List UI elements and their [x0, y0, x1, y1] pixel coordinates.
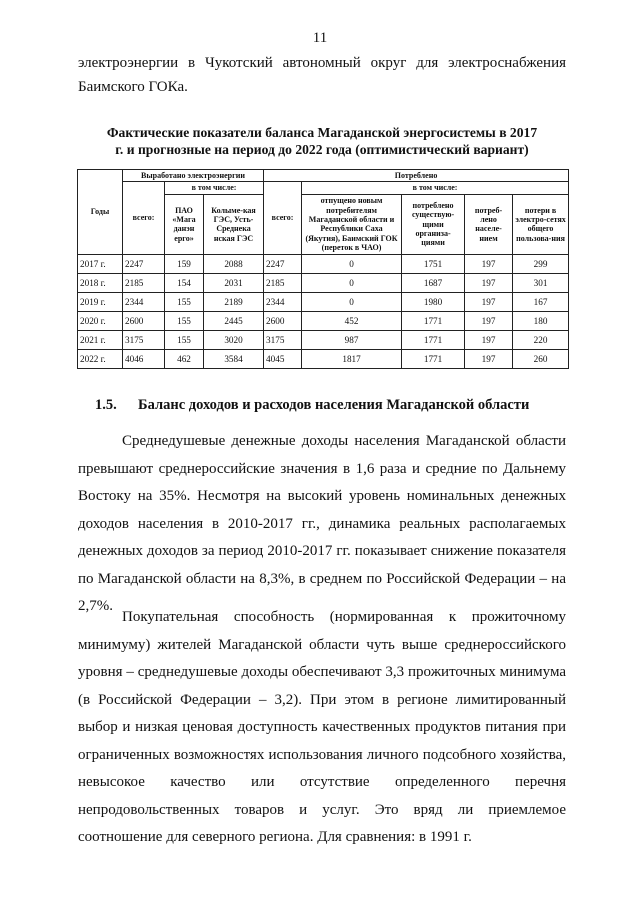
- cell-population: 197: [465, 349, 513, 368]
- table-row: [78, 273, 569, 292]
- cell-population: 197: [465, 254, 513, 273]
- cell-year: 2017 г.: [78, 254, 123, 273]
- cell-pao: 159: [165, 254, 204, 273]
- cell-existing: 1980: [402, 292, 465, 311]
- cell-pao: 462: [165, 349, 204, 368]
- header-consumed-incl: в том числе:: [302, 182, 569, 194]
- cell-pao: 155: [165, 330, 204, 349]
- cell-consumed-total: 2185: [264, 273, 302, 292]
- cell-population: 197: [465, 273, 513, 292]
- table-row: [78, 349, 569, 368]
- section-heading: Баланс доходов и расходов населения Магаданской области: [138, 397, 530, 413]
- cell-released: 0: [302, 273, 402, 292]
- page-number: 11: [312, 30, 328, 46]
- section-number: 1.5.: [95, 397, 117, 413]
- cell-released: 0: [302, 292, 402, 311]
- cell-kolyma: 2189: [204, 292, 264, 311]
- cell-kolyma: 2088: [204, 254, 264, 273]
- cell-population: 197: [465, 330, 513, 349]
- cell-losses: 260: [513, 349, 569, 368]
- table-title-line-1: Фактические показатели баланса Магаданской энергосистемы в 2017: [106, 125, 538, 140]
- table-title: [78, 124, 566, 158]
- cell-losses: 167: [513, 292, 569, 311]
- table-row: [78, 330, 569, 349]
- cell-existing: 1687: [402, 273, 465, 292]
- energy-balance-table: [77, 169, 569, 369]
- header-produced-total: всего:: [123, 182, 165, 254]
- cell-kolyma: 3584: [204, 349, 264, 368]
- cell-consumed-total: 2344: [264, 292, 302, 311]
- header-existing: потреблено существую-щими организа-циями: [402, 194, 465, 254]
- header-pao: ПАО «Мага данэн ерго»: [165, 194, 204, 254]
- table-row: [78, 254, 569, 273]
- cell-pao: 155: [165, 292, 204, 311]
- header-produced-incl: в том числе:: [165, 182, 264, 194]
- paragraph-purchasing-power: Покупательная способность (нормированная к прожиточному минимуму) жителей Магаданской области чуть выше среднероссийского уровня – среднедушевые доходы обеспечивают 3,3 прожиточных минимума (в Российской Федерации – 3,2). При этом в регионе лимитированный выбор и низкая ценовая доступность качественных продуктов питания при ограниченных возможностях использования личного подсобного хозяйства, невысокое качество или отсутствие определенного перечня непродовольственных товаров и услуг. Это вряд ли приемлемое соотношение для северного региона. Для сравнения: в 1991 г.: [78, 609, 566, 845]
- cell-produced-total: 2344: [123, 292, 165, 311]
- cell-released: 987: [302, 330, 402, 349]
- cell-produced-total: 3175: [123, 330, 165, 349]
- cell-pao: 155: [165, 311, 204, 330]
- cell-losses: 299: [513, 254, 569, 273]
- cell-kolyma: 3020: [204, 330, 264, 349]
- header-consumed-total: всего:: [264, 182, 302, 254]
- header-produced: Выработано электроэнергии: [123, 170, 264, 182]
- cell-released: 452: [302, 311, 402, 330]
- intro-paragraph: электроэнергии в Чукотский автономный округ для электроснабжения: [78, 55, 566, 71]
- table-row: [78, 292, 569, 311]
- cell-kolyma: 2031: [204, 273, 264, 292]
- cell-consumed-total: 4045: [264, 349, 302, 368]
- cell-produced-total: 2185: [123, 273, 165, 292]
- cell-existing: 1771: [402, 349, 465, 368]
- cell-consumed-total: 3175: [264, 330, 302, 349]
- header-consumed: Потреблено: [264, 170, 569, 182]
- cell-losses: 220: [513, 330, 569, 349]
- cell-released: 0: [302, 254, 402, 273]
- cell-existing: 1771: [402, 330, 465, 349]
- header-released: отпущено новым потребителям Магаданской области и Республики Саха (Якутия), Баимский ГОК (переток в ЧАО): [302, 194, 402, 254]
- cell-produced-total: 2600: [123, 311, 165, 330]
- cell-losses: 301: [513, 273, 569, 292]
- cell-existing: 1771: [402, 311, 465, 330]
- cell-released: 1817: [302, 349, 402, 368]
- cell-year: 2019 г.: [78, 292, 123, 311]
- cell-losses: 180: [513, 311, 569, 330]
- cell-existing: 1751: [402, 254, 465, 273]
- header-kolyma: Колыме-кая ГЭС, Усть-Среднека нская ГЭС: [204, 194, 264, 254]
- cell-consumed-total: 2247: [264, 254, 302, 273]
- cell-year: 2020 г.: [78, 311, 123, 330]
- cell-kolyma: 2445: [204, 311, 264, 330]
- cell-produced-total: 2247: [123, 254, 165, 273]
- paragraph-income: Среднедушевые денежные доходы населения Магаданской области превышают среднероссийские значения в 1,6 раза и средние по Дальнему Востоку на 35%. Несмотря на высокий уровень номинальных денежных доходов населения в 2010-2017 гг., динамика реальных располагаемых денежных доходов за период 2010-2017 гг. показывает снижение показателя по Магаданской области на 8,3%, в среднем по Российской Федерации – на 2,7%.: [78, 433, 566, 614]
- cell-population: 197: [465, 292, 513, 311]
- header-population: потреб-лено населе-нием: [465, 194, 513, 254]
- cell-pao: 154: [165, 273, 204, 292]
- cell-population: 197: [465, 311, 513, 330]
- table-title-line-2: г. и прогнозные на период до 2022 года (оптимистический вариант): [115, 142, 529, 157]
- cell-produced-total: 4046: [123, 349, 165, 368]
- cell-year: 2021 г.: [78, 330, 123, 349]
- table-row: [78, 311, 569, 330]
- cell-year: 2018 г.: [78, 273, 123, 292]
- cell-consumed-total: 2600: [264, 311, 302, 330]
- header-years: Годы: [78, 170, 123, 255]
- cell-year: 2022 г.: [78, 349, 123, 368]
- header-losses: потери в электро-сетях общего пользова-ния: [513, 194, 569, 254]
- intro-paragraph-end: Баимского ГОКа.: [78, 79, 188, 95]
